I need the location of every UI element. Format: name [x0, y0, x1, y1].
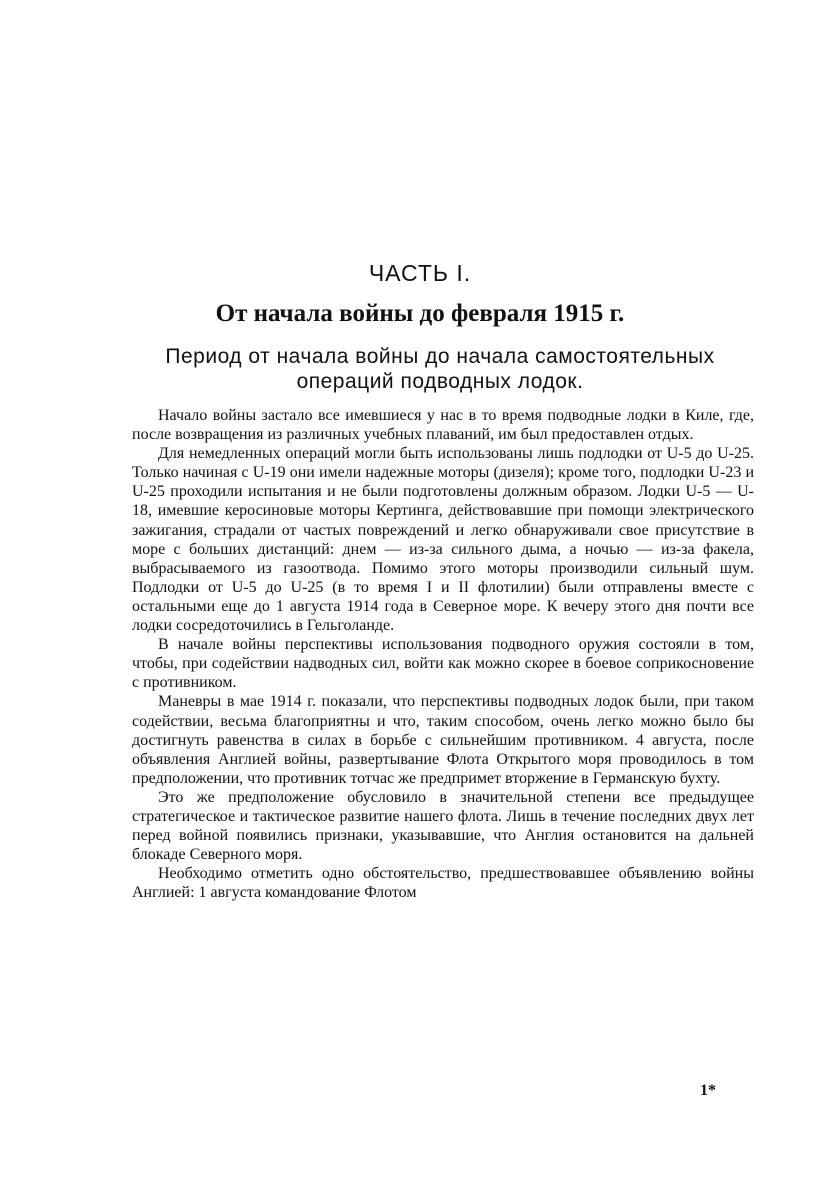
paragraph: Для немедленных операций могли быть использованы лишь подлодки от U-5 до U-25. Только начиная с U-19 они имели надежные моторы (дизеля); кроме того, подлодки U-23 и U-25 проходили испытания и не были подготовлены должным образом. Лодки U-5 — U-18, имевшие керосиновые моторы Кертинга, действовавшие при помощи электрического зажигания, страдали от частых повреждений и легко обнаруживали свое присутствие в море с больших дистанций: днем — из-за сильного дыма, а ночью — из-за факела, выбрасываемого из газоотвода. Помимо этого моторы производили сильный шум. Подлодки от U-5 до U-25 (в то время I и II флотилии) были отправлены вместе с остальными еще до 1 августа 1914 года в Северное море. К вечеру этого дня почти все лодки сосредоточились в Гельголанде.: [132, 445, 754, 635]
paragraph: Это же предположение обусловило в значительной степени все предыдущее стратегическое и тактическое развитие нашего флота. Лишь в течение последних двух лет перед войной появились признаки, указывавшие, что Англия остановится на дальней блокаде Северного моря.: [132, 788, 754, 864]
chapter-title: От начала войны до февраля 1915 г.: [215, 300, 625, 327]
section-title: Период от начала войны до начала самостоятельных операций подводных лодок.: [165, 345, 715, 393]
paragraph: В начале войны перспективы использования подводного оружия состояли в том, чтобы, при содействии надводных сил, войти как можно скорее в боевое соприкосновение с противником.: [132, 636, 754, 692]
paragraph: Начало войны застало все имевшиеся у нас в то время подводные лодки в Киле, где, после возвращения из различных учебных плаваний, им был предоставлен отдых.: [132, 407, 754, 444]
paragraph: Необходимо отметить одно обстоятельство, предшествовавшее объявлению войны Англией: 1 августа командование Флотом: [132, 865, 754, 902]
part-heading: ЧАСТЬ I.: [368, 260, 472, 286]
page-number: 1*: [700, 1082, 716, 1099]
paragraph: Маневры в мае 1914 г. показали, что перспективы подводных лодок были, при таком содействии, весьма благоприятны и что, таким способом, очень легко можно было бы достигнуть равенства в силах в борьбе с сильнейшим противником. 4 августа, после объявления Англией войны, развертывание Флота Открытого моря проводилось в том предположении, что противник тотчас же предпримет вторжение в Германскую бухту.: [132, 693, 754, 787]
body-text: [132, 406, 754, 902]
